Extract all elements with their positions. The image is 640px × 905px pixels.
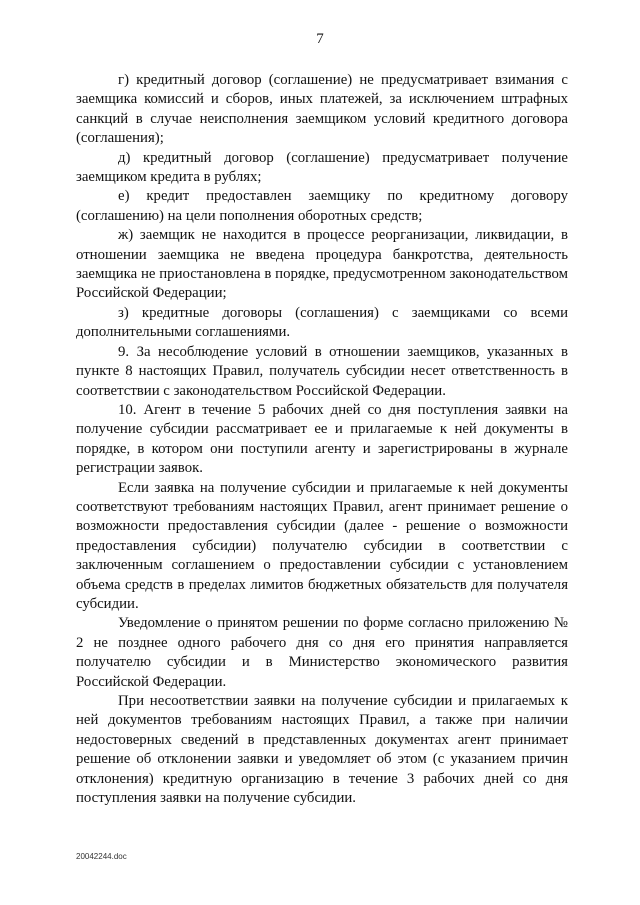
paragraph-rejection: При несоответствии заявки на получение субсидии и прилагаемых к ней документов требованиям настоящих Правил, а также при наличии недостоверных сведений в представленных документах агент принимает решение об отклонении заявки и уведомляет об этом (с указанием причин отклонения) кредитную организацию в течение 3 рабочих дней со дня поступления заявки на получение субсидии.	[76, 693, 568, 807]
paragraph-clause-9: 9. За несоблюдение условий в отношении заемщиков, указанных в пункте 8 настоящих Правил, получатель субсидии несет ответственность в соответствии с законодательством Российской Федерации.	[76, 343, 568, 399]
page-number: 7	[316, 31, 324, 47]
paragraph-item-e: е) кредит предоставлен заемщику по кредитному договору (соглашению) на цели пополнения оборотных средств;	[76, 188, 568, 224]
paragraph-decision: Если заявка на получение субсидии и прилагаемые к ней документы соответствуют требованиям настоящих Правил, агент принимает решение о возможности предоставления субсидии (далее - решение о возможности предоставления субсидии) получателю субсидии в соответствии с заключенным соглашением о предоставлении субсидии с установлением объема средств в пределах лимитов бюджетных обязательств для получателя субсидии.	[76, 479, 568, 612]
paragraph-item-z: з) кредитные договоры (соглашения) с заемщиками со всеми дополнительными соглашениями.	[76, 304, 568, 341]
paragraph-item-zh: ж) заемщик не находится в процессе реорганизации, ликвидации, в отношении заемщика не введена процедура банкротства, деятельность заемщика не приостановлена в порядке, предусмотренном законодательством Российской Федерации;	[76, 227, 568, 302]
document-body	[76, 71, 568, 808]
paragraph-notification: Уведомление о принятом решении по форме согласно приложению № 2 не позднее одного рабочего дня со дня его принятия направляется получателю субсидии и в Министерство экономического развития Российской Федерации.	[76, 615, 568, 690]
paragraph-item-g: г) кредитный договор (соглашение) не предусматривает взимания с заемщика комиссий и сборов, иных платежей, за исключением штрафных санкций в случае неисполнения заемщиком условий кредитного договора (соглашения);	[76, 72, 568, 147]
paragraph-item-d: д) кредитный договор (соглашение) предусматривает получение заемщиком кредита в рублях;	[76, 149, 568, 186]
paragraph-clause-10: 10. Агент в течение 5 рабочих дней со дня поступления заявки на получение субсидии рассматривает ее и прилагаемые к ней документы в порядке, в котором они поступили агенту и зарегистрированы в журнале регистрации заявок.	[76, 401, 568, 477]
document-filename-footer: 20042244.doc	[76, 852, 127, 861]
